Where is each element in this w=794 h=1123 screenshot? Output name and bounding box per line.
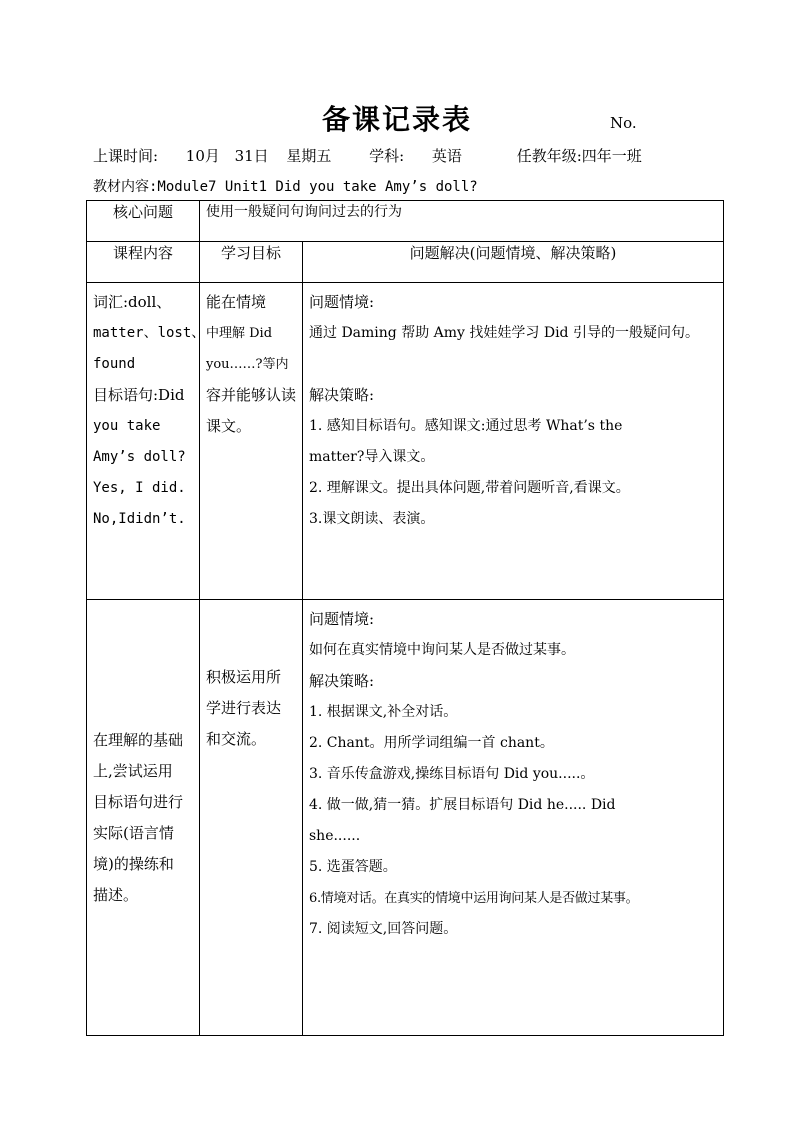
content-line: 描述。 (93, 885, 139, 904)
strategy-item: 4. 做一做,猜一猜。扩展目标语句 Did he..... Did (309, 797, 616, 813)
lesson-record-table (86, 200, 724, 1036)
page-title: 备课记录表 (321, 103, 472, 136)
goal-line: 学进行表达 (206, 699, 282, 717)
strategy-item: 3.课文朗读、表演。 (309, 511, 435, 527)
strategy-label: 解决策略: (309, 386, 375, 404)
content-line: 词汇:doll、 (93, 293, 172, 311)
column-header-solve: 问题解决(问题情境、解决策略) (303, 242, 724, 283)
goal-line: 中理解 Did (206, 326, 273, 341)
content-line: found (93, 356, 136, 372)
class-time-label: 上课时间: (93, 147, 159, 165)
content-line: 境)的操练和 (93, 854, 174, 873)
class-day: 31日 (234, 147, 269, 165)
core-question-row (87, 201, 724, 242)
core-question-value: 使用一般疑问句询问过去的行为 (200, 201, 724, 242)
textbook-content: 教材内容:Module7 Unit1 Did you take Amy’s doll? (93, 179, 478, 195)
subject-value: 英语 (431, 147, 462, 165)
strategy-item: 1. 感知目标语句。感知课文:通过思考 What’s the (309, 418, 623, 434)
goal-line: 能在情境 (206, 293, 267, 311)
strategy-item: matter?导入课文。 (309, 449, 435, 465)
table-header-row (87, 242, 724, 283)
strategy-item: 7. 阅读短文,回答问题。 (309, 921, 458, 937)
blank-line (309, 349, 717, 380)
class-weekday: 星期五 (286, 147, 332, 165)
content-line: 目标语句进行 (93, 792, 184, 811)
situation-label: 问题情境: (309, 293, 375, 311)
strategy-item: 3. 音乐传盒游戏,操练目标语句 Did you.....。 (309, 766, 595, 782)
column-header-goal: 学习目标 (200, 242, 303, 283)
goal-line: 积极运用所 (206, 668, 282, 686)
strategy-item: she...... (309, 828, 361, 844)
strategy-item: 1. 根据课文,补全对话。 (309, 704, 458, 720)
content-line: matter、lost、 (93, 325, 206, 341)
document-number-label: No. (610, 114, 637, 132)
situation-text: 通过 Daming 帮助 Amy 找娃娃学习 Did 引导的一般疑问句。 (309, 325, 699, 341)
learning-goal-cell (200, 600, 303, 1036)
strategy-item: 5. 选蛋答题。 (309, 859, 397, 875)
goal-line: 容并能够认读 (206, 386, 297, 404)
course-content-cell (87, 283, 206, 600)
learning-goal-cell (200, 283, 303, 600)
strategy-item: 2. Chant。用所学词组编一首 chant。 (309, 735, 554, 751)
column-header-content: 课程内容 (87, 242, 200, 283)
strategy-item: 2. 理解课文。提出具体问题,带着问题听音,看课文。 (309, 480, 630, 496)
content-line: 在理解的基础 (93, 730, 184, 749)
class-info-line (93, 145, 642, 166)
content-line: Amy’s doll? (93, 449, 186, 465)
goal-line: you……?等内 (206, 357, 289, 372)
strategy-item: 6.情境对话。在真实的情境中运用询问某人是否做过某事。 (309, 891, 639, 906)
goal-line: 课文。 (206, 417, 252, 435)
content-line: Yes, I did. (93, 480, 186, 496)
content-line: No,Ididn’t. (93, 511, 186, 527)
content-line: 上,尝试运用 (93, 761, 173, 780)
table-row (87, 600, 724, 1036)
content-line: 目标语句:Did (93, 386, 185, 404)
table-row (87, 283, 724, 600)
situation-text: 如何在真实情境中询问某人是否做过某事。 (309, 642, 575, 658)
course-content-cell (87, 600, 200, 1036)
goal-line: 和交流。 (206, 730, 267, 748)
class-month: 10月 (185, 147, 220, 165)
subject-label: 学科: (369, 147, 405, 165)
problem-solving-cell (303, 283, 724, 600)
problem-solving-cell (303, 600, 724, 1036)
grade-value: 任教年级:四年一班 (516, 147, 642, 165)
core-question-label: 核心问题 (87, 201, 200, 242)
strategy-label: 解决策略: (309, 672, 375, 690)
content-line: you take (93, 418, 161, 434)
content-line: 实际(语言情 (93, 823, 174, 842)
situation-label: 问题情境: (309, 610, 375, 628)
